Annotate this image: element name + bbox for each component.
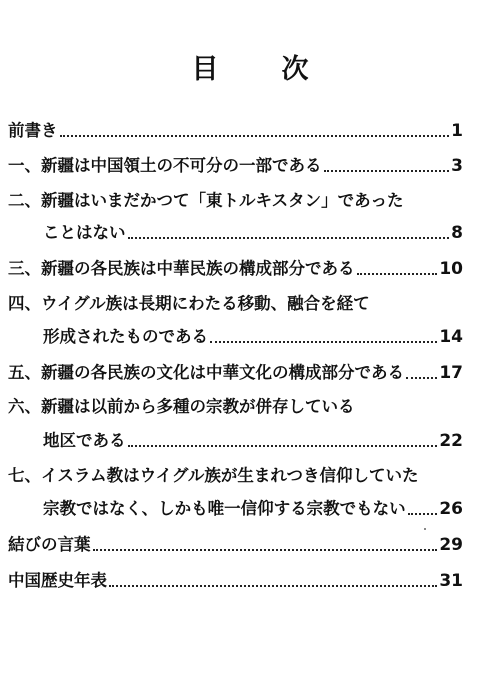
toc-entry-chapter-4-continued[interactable]: [43, 318, 463, 348]
page-title: 目 次: [191, 54, 327, 85]
toc-page-number: 31: [439, 571, 463, 591]
toc-page-number: 29: [439, 535, 463, 555]
toc-entry-text: 宗教ではなく、しかも唯一信仰する宗教でもない: [43, 499, 406, 518]
dot-leader: [408, 513, 438, 515]
toc-entry-text: 七、イスラム教はウイグル族が生まれつき信仰していた: [8, 466, 419, 485]
toc-entry-text: 一、新疆は中国領土の不可分の一部である: [8, 156, 322, 175]
toc-entry-chapter-3[interactable]: [8, 250, 463, 280]
toc-entry-chapter-7[interactable]: [8, 457, 463, 487]
toc-entry-chapter-4[interactable]: [8, 285, 463, 315]
toc-entry-chapter-6-continued[interactable]: [43, 422, 463, 452]
dot-leader: [357, 273, 438, 275]
toc-entry-text: 前書き: [8, 121, 58, 140]
toc-entry-text: 結びの言葉: [8, 535, 91, 554]
toc-entry-text: 地区である: [43, 431, 126, 450]
scan-speck: [424, 528, 426, 530]
dot-leader: [406, 377, 437, 379]
dot-leader: [93, 549, 438, 551]
toc-entry-chapter-2[interactable]: [8, 182, 463, 212]
toc-page-number: 10: [439, 259, 463, 279]
toc-entry-text: ことはない: [43, 223, 126, 242]
toc-page-number: 17: [439, 363, 463, 383]
toc-entry-conclusion[interactable]: [8, 526, 463, 556]
toc-entry-text: 六、新疆は以前から多種の宗教が併存している: [8, 397, 355, 416]
toc-entry-chapter-7-continued[interactable]: [43, 490, 463, 520]
toc-entry-chapter-5[interactable]: [8, 354, 463, 384]
dot-leader: [109, 585, 437, 587]
toc-entry-text: 二、新疆はいまだかつて「東トルキスタン」であった: [8, 191, 404, 210]
toc-page-number: 3: [451, 156, 463, 176]
toc-entry-preface[interactable]: [8, 112, 463, 142]
toc-entry-text: 形成されたものである: [43, 327, 208, 346]
dot-leader: [128, 445, 438, 447]
toc-entry-chapter-1[interactable]: [8, 147, 463, 177]
toc-entry-text: 中国歴史年表: [8, 571, 107, 590]
toc-entry-chapter-6[interactable]: [8, 388, 463, 418]
toc-page-number: 8: [451, 223, 463, 243]
toc-page-number: 22: [439, 431, 463, 451]
toc-entry-text: 五、新疆の各民族の文化は中華文化の構成部分である: [8, 363, 404, 382]
dot-leader: [128, 237, 450, 239]
dot-leader: [60, 135, 450, 137]
toc-entry-text: 三、新疆の各民族は中華民族の構成部分である: [8, 259, 355, 278]
toc-entry-chapter-2-continued[interactable]: [43, 214, 463, 244]
toc-entry-chronology[interactable]: [8, 562, 463, 592]
toc-page-number: 14: [439, 327, 463, 347]
dot-leader: [210, 341, 437, 343]
toc-page-number: 26: [439, 499, 463, 519]
dot-leader: [324, 170, 450, 172]
toc-entry-text: 四、ウイグル族は長期にわたる移動、融合を経て: [8, 294, 370, 313]
toc-page-number: 1: [451, 121, 463, 141]
